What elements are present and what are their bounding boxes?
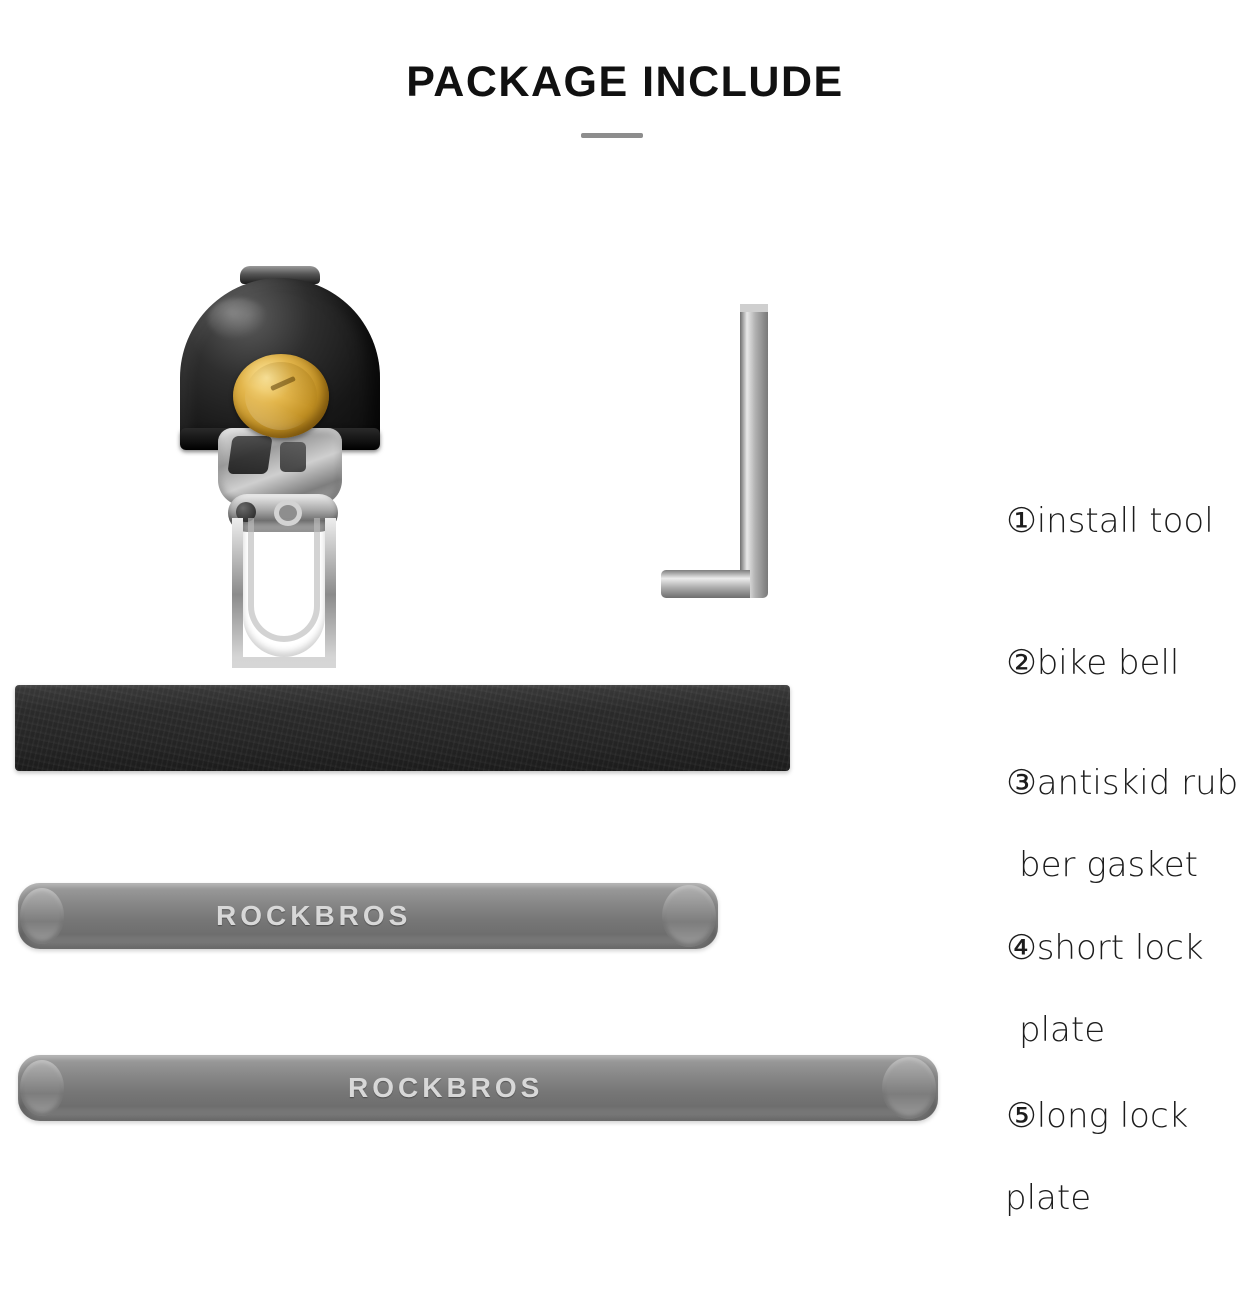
legend-item-long-lock-plate [963, 1055, 1188, 1301]
legend-item-bike-bell [963, 602, 1179, 725]
short-plate-brand-text: ROCKBROS [216, 900, 412, 931]
short-plate-eye-left [20, 888, 64, 944]
product-antiskid-rubber-gasket [15, 685, 790, 771]
legend-label-3-line2: ber gasket [1019, 845, 1198, 885]
legend-label-4: short lock [1036, 928, 1204, 968]
legend-label-5-line2: plate [1005, 1178, 1092, 1218]
legend-marker-2: ② [1006, 643, 1037, 683]
short-plate-eye-right [662, 885, 716, 947]
legend-label-5: long lock [1036, 1096, 1189, 1136]
legend-marker-1: ① [1006, 501, 1037, 541]
title-underline-rule [581, 133, 643, 138]
bell-brass-screw [233, 354, 329, 438]
product-short-lock-plate [18, 883, 718, 949]
legend-label-1: install tool [1036, 501, 1214, 541]
long-plate-eye-left [20, 1060, 64, 1116]
legend-item-install-tool [963, 460, 1214, 583]
long-plate-eye-right [882, 1057, 936, 1119]
legend-label-4-line2: plate [1019, 1010, 1106, 1050]
bell-clamp-slot [227, 436, 272, 474]
product-bike-bell [170, 250, 400, 680]
legend-label-3: antiskid rub [1036, 763, 1239, 803]
bell-clamp-slot-secondary [280, 442, 306, 472]
product-install-tool [660, 300, 790, 635]
allen-key-icon [660, 300, 790, 630]
legend-label-2: bike bell [1036, 643, 1180, 683]
legend-marker-3: ③ [1006, 763, 1037, 803]
long-plate-brand-text: ROCKBROS [348, 1072, 544, 1103]
bell-u-bracket-inner [248, 518, 320, 642]
page-title: PACKAGE INCLUDE [406, 58, 844, 106]
legend-marker-5: ⑤ [1006, 1096, 1037, 1136]
legend-marker-4: ④ [1006, 928, 1037, 968]
product-long-lock-plate [18, 1055, 938, 1121]
